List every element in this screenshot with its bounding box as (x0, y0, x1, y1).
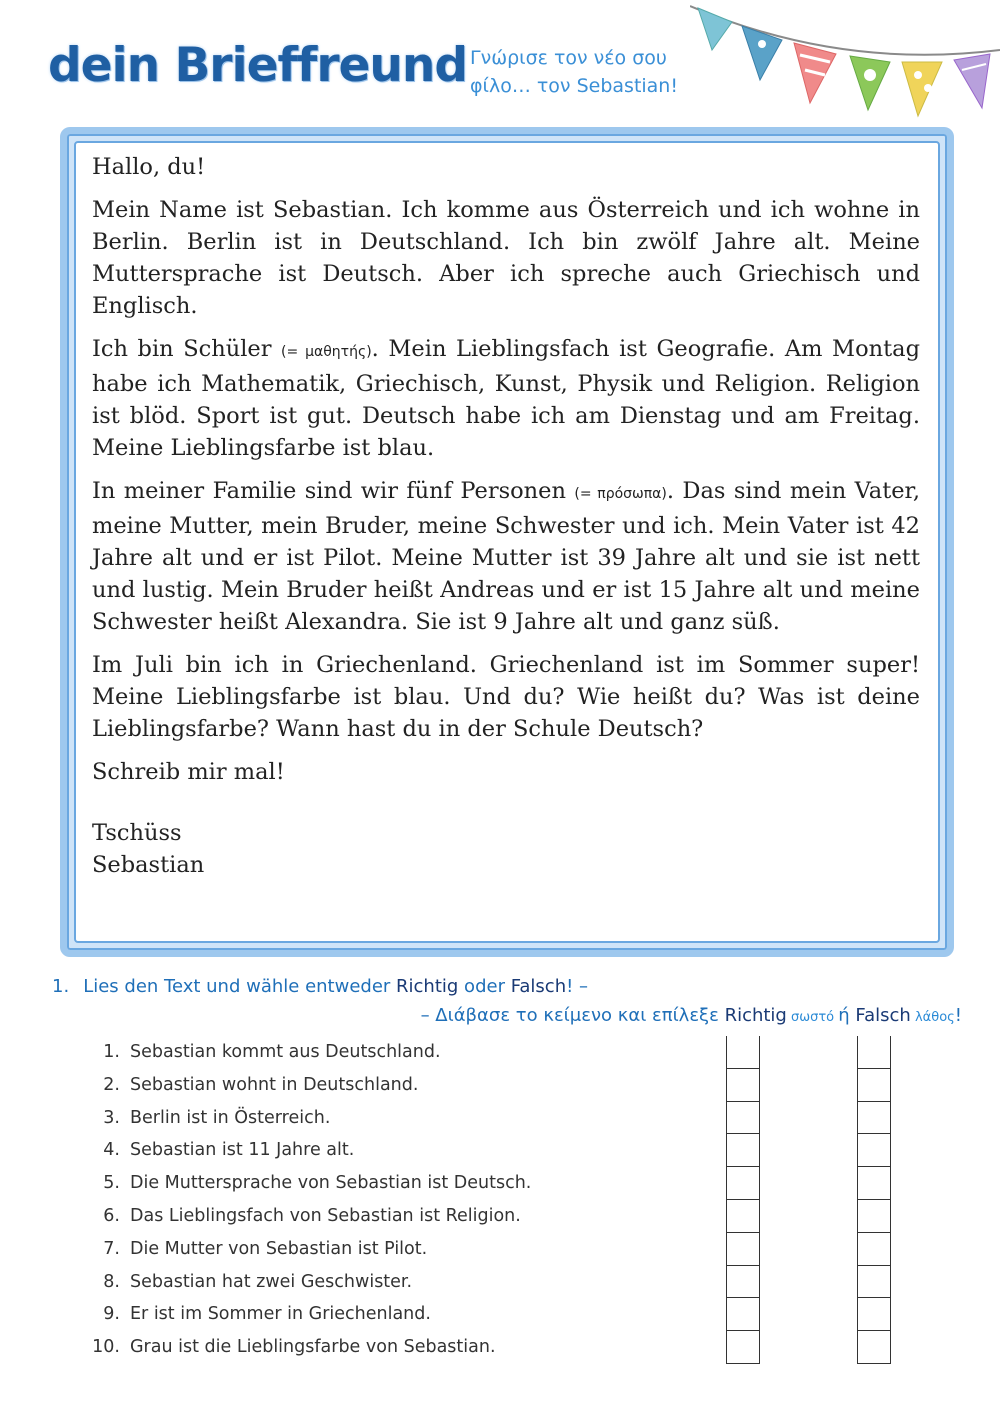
falsch-checkbox[interactable] (857, 1167, 891, 1200)
falsch-checkbox[interactable] (857, 1266, 891, 1299)
question-item (88, 1069, 531, 1102)
question-number: 4. (103, 1140, 120, 1161)
falsch-checkbox[interactable] (857, 1102, 891, 1135)
question-text: Sebastian kommt aus Deutschland. (130, 1042, 441, 1062)
richtig-checkbox[interactable] (726, 1331, 760, 1364)
p2-text-b: . Mein Lieblingsfach ist Geografie. Am Montag habe ich Mathematik, Griechisch, Kunst, Physik und Religion. Religion ist blöd. Sport ist gut. Deutsch habe ich am Dienstag und am Freitag. Meine Lieblingsfarbe ist blau. (92, 336, 920, 461)
falsch-checkbox[interactable] (857, 1069, 891, 1102)
question-item (88, 1266, 531, 1299)
question-number: 5. (103, 1173, 120, 1194)
letter-paragraph-2 (92, 333, 920, 464)
falsch-checkbox[interactable] (857, 1298, 891, 1331)
falsch-checkbox[interactable] (857, 1036, 891, 1069)
question-text: Er ist im Sommer in Griechenland. (130, 1304, 431, 1325)
question-text: Die Mutter von Sebastian ist Pilot. (130, 1238, 428, 1259)
question-number: 6. (103, 1205, 120, 1226)
letter-paragraph-4: Im Juli bin ich in Griechenland. Griechenland ist im Sommer super! Meine Lieblingsfarbe ist blau. Und du? Wie heißt du? Was ist deine Lieblingsfarbe? Wann hast du in der Schule Deutsch? (92, 652, 920, 742)
letter-greeting: Hallo, du! (92, 154, 206, 180)
task-text: ! – (566, 976, 589, 997)
subtitle (470, 44, 700, 100)
letter-sender-name: Sebastian (92, 852, 205, 878)
task-translation-sosto: σωστό (786, 1010, 839, 1025)
letter-paragraph-1: Mein Name ist Sebastian. Ich komme aus Österreich und ich wohne in Berlin. Berlin ist in Deutschland. Ich bin zwölf Jahre alt. Meine Muttersprache ist Deutsch. Aber ich spreche auch Griechisch und Englisch. (92, 197, 920, 319)
richtig-checkbox-column (726, 1036, 760, 1364)
question-number: 1. (103, 1042, 120, 1062)
question-item (88, 1134, 531, 1167)
task-text: ! (954, 1005, 962, 1026)
richtig-checkbox[interactable] (726, 1036, 760, 1069)
question-text: Sebastian ist 11 Jahre alt. (130, 1140, 355, 1161)
task-text: ή (838, 1005, 850, 1026)
richtig-checkbox[interactable] (726, 1102, 760, 1135)
letter-frame (60, 127, 954, 957)
richtig-checkbox[interactable] (726, 1298, 760, 1331)
task-instructions (52, 976, 962, 1026)
falsch-checkbox-column (857, 1036, 891, 1364)
p2-translation-note: (= μαθητής) (281, 344, 372, 360)
letter-paragraph-3 (92, 475, 920, 638)
richtig-checkbox[interactable] (726, 1069, 760, 1102)
subtitle-line-2: φίλο… τον Sebastian! (470, 75, 678, 97)
question-number: 3. (103, 1107, 120, 1128)
question-text: Berlin ist in Österreich. (130, 1107, 331, 1128)
question-item (88, 1036, 531, 1069)
letter-body (74, 141, 940, 943)
falsch-checkbox[interactable] (857, 1134, 891, 1167)
question-text: Das Lieblingsfach von Sebastian ist Religion. (130, 1205, 521, 1226)
question-number: 8. (103, 1271, 120, 1292)
p2-text-a: Ich bin Schüler (92, 336, 282, 362)
task-keyword-falsch: Falsch (510, 976, 567, 997)
richtig-checkbox[interactable] (726, 1233, 760, 1266)
worksheet-title: dein Brieffreund (48, 38, 467, 93)
p3-translation-note: (= πρόσωπα) (574, 486, 667, 502)
question-item (88, 1233, 531, 1266)
task-text: Lies den Text und wähle entweder (83, 976, 397, 997)
task-translation-lathos: λάθος (910, 1010, 955, 1025)
richtig-checkbox[interactable] (726, 1266, 760, 1299)
falsch-checkbox[interactable] (857, 1200, 891, 1233)
falsch-checkbox[interactable] (857, 1233, 891, 1266)
question-text: Sebastian wohnt in Deutschland. (130, 1074, 419, 1095)
question-list (88, 1036, 531, 1364)
question-number: 9. (103, 1304, 120, 1325)
question-item (88, 1200, 531, 1233)
task-keyword-richtig: Richtig (724, 1005, 787, 1026)
task-text: – Διάβασε το κείμενο και επίλεξε (420, 1005, 725, 1026)
letter-bye: Tschüss (92, 820, 182, 846)
question-text: Grau ist die Lieblingsfarbe von Sebastian. (130, 1337, 496, 1358)
task-instruction-greek (52, 1005, 962, 1026)
letter-signature (92, 817, 920, 881)
question-item (88, 1102, 531, 1135)
question-number: 2. (103, 1074, 120, 1095)
richtig-checkbox[interactable] (726, 1200, 760, 1233)
task-instruction-german (52, 976, 962, 997)
question-item (88, 1331, 531, 1364)
task-text: oder (458, 976, 511, 997)
letter-closing: Schreib mir mal! (92, 759, 285, 785)
task-keyword-falsch: Falsch (849, 1005, 911, 1026)
task-number: 1. (52, 976, 70, 997)
question-text: Die Muttersprache von Sebastian ist Deutsch. (130, 1173, 532, 1194)
subtitle-line-1: Γνώρισε τον νέο σου (470, 47, 667, 69)
richtig-checkbox[interactable] (726, 1167, 760, 1200)
question-number: 10. (92, 1337, 120, 1358)
p3-text-a: In meiner Familie sind wir fünf Personen (92, 478, 575, 504)
richtig-checkbox[interactable] (726, 1134, 760, 1167)
question-text: Sebastian hat zwei Geschwister. (130, 1271, 413, 1292)
question-item (88, 1167, 531, 1200)
bunting-flags-icon (690, 0, 1000, 125)
task-keyword-richtig: Richtig (396, 976, 459, 997)
question-number: 7. (103, 1238, 120, 1259)
question-item (88, 1298, 531, 1331)
falsch-checkbox[interactable] (857, 1331, 891, 1364)
p3-text-b: . Das sind mein Vater, meine Mutter, mein Bruder, meine Schwester und ich. Mein Vater ist 42 Jahre alt und er ist Pilot. Meine Mutter ist 39 Jahre alt und sie ist nett und lustig. Mein Bruder heißt Andreas und er ist 15 Jahre alt und meine Schwester heißt Alexandra. Sie ist 9 Jahre alt und ganz süß. (92, 478, 920, 635)
